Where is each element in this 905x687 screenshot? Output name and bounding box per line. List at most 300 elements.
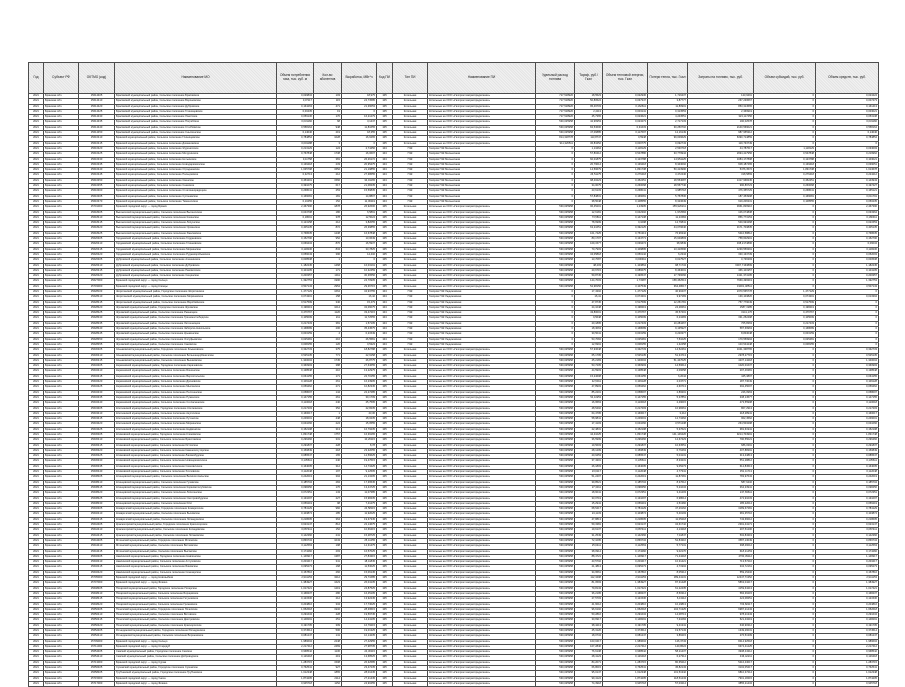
cell-v3: 30,1709 <box>342 395 377 400</box>
cell-oktmo: 15626410 <box>79 263 115 268</box>
table-row <box>29 406 879 411</box>
cell-v4: 530,025958 <box>536 586 575 591</box>
cell-v4: 530,025958 <box>536 417 575 422</box>
cell-v7: 3,97183 <box>648 295 688 300</box>
cell-org: Котельные на ООО «Газпром газораспределение» <box>428 242 536 247</box>
table-row <box>29 480 879 485</box>
cell-v3: 15,0555 <box>342 422 377 427</box>
table-row <box>29 237 879 242</box>
cell-year: 2021 <box>29 242 44 247</box>
cell-fo: Брянская обл. <box>44 602 79 607</box>
cell-v8: 338,2174896 <box>688 242 754 247</box>
cell-code: 105 <box>377 226 393 231</box>
cell-v5: 84,2071 <box>575 660 603 665</box>
table-row <box>29 321 879 326</box>
cell-fo: Брянская обл. <box>44 480 79 485</box>
cell-v3: 0 <box>342 109 377 114</box>
cell-v2: 218 <box>314 448 342 453</box>
cell-type: Котельная <box>393 258 428 263</box>
cell-v5: 65,1795 <box>575 353 603 358</box>
cell-v3: 16,67848 <box>342 231 377 236</box>
cell-v5: 57,93648 <box>575 348 603 353</box>
cell-v10: 0,112048 <box>816 470 879 475</box>
cell-oktmo: 15646410 <box>79 560 115 565</box>
cell-type: Котельная <box>393 650 428 655</box>
cell-v6: 0,103874 <box>603 512 648 517</box>
cell-v1: 0,025481 <box>277 337 314 342</box>
cell-v1: 0,191705 <box>277 623 314 628</box>
cell-v2: 171 <box>314 268 342 273</box>
cell-year: 2021 <box>29 671 44 676</box>
cell-type: Котельная <box>393 210 428 215</box>
cell-code: 105 <box>377 597 393 602</box>
cell-v7: 2,530718 <box>648 146 688 151</box>
cell-org: Котельные на ООО «Газпром газораспределение» <box>428 602 536 607</box>
cell-v1: 0,123158 <box>277 221 314 226</box>
cell-v10: 0,135611 <box>816 459 879 464</box>
cell-v3: 14,24105 <box>342 618 377 623</box>
cell-v5: 107,2846 <box>575 644 603 649</box>
cell-v3: 11,07385 <box>342 491 377 496</box>
cell-type: Котельная <box>393 676 428 681</box>
cell-v2: 2248 <box>314 639 342 644</box>
cell-type: ГЭК <box>393 178 428 183</box>
cell-v1: 0,031182 <box>277 120 314 125</box>
cell-fo: Брянская обл. <box>44 189 79 194</box>
cell-v6: 0,360993 <box>603 364 648 369</box>
cell-v1: 0,164005 <box>277 464 314 469</box>
cell-v5: 112,3408 <box>575 576 603 581</box>
cell-v6: 0,296466 <box>603 438 648 443</box>
cell-mo: Брянский муниципальный район, Сельское поселение Пальцовское <box>115 173 277 178</box>
cell-v7: 61,22435 <box>648 586 688 591</box>
cell-v5: 25,6411 <box>575 544 603 549</box>
cell-year: 2021 <box>29 99 44 104</box>
cell-v6: 0,31633 <box>603 125 648 130</box>
cell-org: Котельные на ООО «Газпром газораспределение» <box>428 427 536 432</box>
column-header-org: Наименование ПИ <box>428 63 536 94</box>
cell-v9: 0 <box>754 104 816 109</box>
cell-v8: 8,843048 <box>688 332 754 337</box>
cell-v8: 584,36215 <box>688 591 754 596</box>
cell-v9: 0 <box>754 94 816 99</box>
cell-org: Котельные на ООО «Газпром газораспределение» <box>428 395 536 400</box>
cell-v3: 13,44725 <box>342 485 377 490</box>
cell-v8: 276,51309 <box>688 634 754 639</box>
cell-v6: 0,217433 <box>603 321 648 326</box>
cell-code: 104 <box>377 189 393 194</box>
cell-fo: Брянская обл. <box>44 109 79 114</box>
cell-v6: 0,751313 <box>603 231 648 236</box>
cell-type: ГЭК <box>393 152 428 157</box>
cell-type: Котельная <box>393 560 428 565</box>
cell-year: 2021 <box>29 210 44 215</box>
cell-year: 2021 <box>29 390 44 395</box>
cell-mo: Трубчевский муниципальный район, Городское поселение Трубчевское <box>115 671 277 676</box>
cell-v6: 0,056219 <box>603 501 648 506</box>
cell-v10: 0,059462 <box>816 385 879 390</box>
cell-v6: 1,017421 <box>603 586 648 591</box>
cell-v4: 530,025958 <box>536 284 575 289</box>
cell-v2: 286 <box>314 591 342 596</box>
cell-v8: 8414,92518 <box>688 639 754 644</box>
cell-org: Котельные на ООО «Газпром газораспределение» <box>428 644 536 649</box>
cell-v9: 0 <box>754 237 816 242</box>
cell-v3: 28,39515 <box>342 607 377 612</box>
cell-v5: 22,4831 <box>575 427 603 432</box>
cell-mo: Навлинский муниципальный район, Сельское поселение Бяковское <box>115 565 277 570</box>
table-row <box>29 613 879 618</box>
cell-v1: 1,384927 <box>277 581 314 586</box>
cell-v3: 26,39855 <box>342 226 377 231</box>
cell-v8: 608,187465 <box>688 162 754 167</box>
cell-v9: 0 <box>754 666 816 671</box>
cell-type: Котельная <box>393 438 428 443</box>
cell-v7: 8,343092 <box>648 162 688 167</box>
cell-v8: 587,69963 <box>688 327 754 332</box>
table-row <box>29 279 879 284</box>
cell-v10: 0,064155 <box>816 374 879 379</box>
cell-v9: 0 <box>754 401 816 406</box>
cell-v10: 0,138548 <box>816 369 879 374</box>
cell-v10: 0,200357 <box>816 274 879 279</box>
cell-v8: 123,9491 <box>688 94 754 99</box>
column-header-v3: Выработка, МВт*ч <box>342 63 377 94</box>
cell-v2: 143 <box>314 491 342 496</box>
cell-v1: 0,152796 <box>277 237 314 242</box>
cell-v5: 34,05818 <box>575 252 603 257</box>
cell-org: Котельные на ООО «Газпром газораспределение» <box>428 676 536 681</box>
cell-v5: 63,21651 <box>575 226 603 231</box>
cell-v4: 530,025958 <box>536 628 575 633</box>
cell-code: 105 <box>377 348 393 353</box>
cell-code: 105 <box>377 666 393 671</box>
cell-v3: 7,41275 <box>342 501 377 506</box>
cell-code: 105 <box>377 607 393 612</box>
cell-v8: 179,559994 <box>688 337 754 342</box>
cell-v3: 22,8235 <box>342 406 377 411</box>
cell-mo: Брянский городской округ — город Фокино <box>115 681 277 686</box>
cell-mo: Клетнянский муниципальный район, Сельское поселение Лутенское <box>115 417 277 422</box>
cell-fo: Брянская обл. <box>44 385 79 390</box>
cell-v7: 155,926211 <box>648 205 688 210</box>
cell-org: Котельные на ООО «Газпром газораспределение» <box>428 358 536 363</box>
table-row <box>29 327 879 332</box>
cell-v3: 13,22975 <box>342 369 377 374</box>
cell-v10: 0,003021 <box>816 109 879 114</box>
cell-mo: Брянский муниципальный район, Сельское поселение Домашовское <box>115 141 277 146</box>
table-row <box>29 157 879 162</box>
cell-v1: 0,558164 <box>277 125 314 130</box>
cell-v6: 0,086675 <box>603 268 648 273</box>
cell-v7: 1,32458 <box>648 342 688 347</box>
cell-org: Газпром ГЭК Мельничная <box>428 199 536 204</box>
cell-v10: 0 <box>816 311 879 316</box>
cell-v5: 47,8813 <box>575 517 603 522</box>
table-row <box>29 634 879 639</box>
cell-v5: 36,83452 <box>575 141 603 146</box>
cell-code: 104 <box>377 337 393 342</box>
cell-v3: 9,12505 <box>342 470 377 475</box>
cell-v10: 0,768635 <box>816 231 879 236</box>
cell-org: Котельные на ООО «Газпром газораспределение» <box>428 634 536 639</box>
cell-v9: 0 <box>754 549 816 554</box>
cell-v1: 0,109128 <box>277 380 314 385</box>
cell-v9: 1,477129 <box>754 289 816 294</box>
cell-v4: 530,025958 <box>536 565 575 570</box>
cell-org: Газпром ГЭК Людиновская <box>428 295 536 300</box>
cell-v5: 34,0075 <box>575 184 603 189</box>
cell-v4: 530,025958 <box>536 274 575 279</box>
cell-v8: 5416,43017 <box>688 660 754 665</box>
cell-v9: 0 <box>754 369 816 374</box>
cell-v6: 2,217412 <box>603 644 648 649</box>
cell-oktmo: 15616420 <box>79 146 115 151</box>
cell-code: 104 <box>377 305 393 310</box>
cell-v6: 0,945718 <box>603 681 648 686</box>
cell-v3: 27,84315 <box>342 554 377 559</box>
cell-v4: 530,025958 <box>536 549 575 554</box>
cell-mo: Брасовский муниципальный район, Сельское поселение Брасовское <box>115 94 277 99</box>
cell-code: 105 <box>377 581 393 586</box>
table-row <box>29 215 879 220</box>
cell-v9: 0 <box>754 252 816 257</box>
cell-v8: 7901,18415 <box>688 676 754 681</box>
cell-v10: 0,086547 <box>816 454 879 459</box>
cell-v4: 530,025958 <box>536 438 575 443</box>
cell-v5: 53,7205 <box>575 364 603 369</box>
table-row <box>29 189 879 194</box>
cell-v1: 2,941153 <box>277 576 314 581</box>
cell-v6: 0,142366 <box>603 533 648 538</box>
cell-v1: 0,008538 <box>277 258 314 263</box>
cell-v1: 0,174282 <box>277 549 314 554</box>
cell-v5: 27,5703 <box>575 597 603 602</box>
cell-v7: 58,21437 <box>648 650 688 655</box>
cell-v7: 3,86215 <box>648 634 688 639</box>
cell-v9: 0 <box>754 109 816 114</box>
cell-mo: Брянский муниципальный район, Сельское поселение Отрадненское <box>115 168 277 173</box>
cell-v3: 28,01245 <box>342 671 377 676</box>
cell-v5: 96,45201 <box>575 205 603 210</box>
cell-year: 2021 <box>29 353 44 358</box>
cell-mo: Брянский муниципальный район, Сельское поселение Новодарковичское <box>115 162 277 167</box>
cell-v9: 0 <box>754 427 816 432</box>
cell-code: 105 <box>377 131 393 136</box>
cell-v5: 52,98156 <box>575 284 603 289</box>
cell-fo: Брянская обл. <box>44 321 79 326</box>
cell-type: Котельная <box>393 406 428 411</box>
cell-v4: 530,025958 <box>536 390 575 395</box>
cell-year: 2021 <box>29 332 44 337</box>
cell-v7: 7,11847 <box>648 533 688 538</box>
cell-oktmo: 15650415 <box>79 618 115 623</box>
cell-oktmo: 15632430 <box>79 390 115 395</box>
table-row <box>29 544 879 549</box>
cell-org: Котельные на ООО «Газпром газораспределение» <box>428 94 536 99</box>
cell-v7: 14,951125 <box>648 157 688 162</box>
cell-v3: 24,58115 <box>342 507 377 512</box>
cell-oktmo: 15634405 <box>79 406 115 411</box>
column-header-v2: Кол-во абонентов <box>314 63 342 94</box>
cell-org: Котельные на ООО «Газпром газораспределение» <box>428 570 536 575</box>
cell-v10: 0,142366 <box>816 533 879 538</box>
table-row <box>29 395 879 400</box>
cell-org: Котельные на ООО «Газпром газораспределение» <box>428 554 536 559</box>
cell-v9: 0 <box>754 433 816 438</box>
cell-type: Котельная <box>393 507 428 512</box>
cell-mo: Злынковский муниципальный район, Сельское поселение Вышковское <box>115 358 277 363</box>
cell-v7: 0,220377 <box>648 332 688 337</box>
cell-v7: 30,250702 <box>648 125 688 130</box>
cell-v2: 1011 <box>314 274 342 279</box>
cell-year: 2021 <box>29 470 44 475</box>
cell-v10: 0,013394 <box>816 295 879 300</box>
cell-v3: 16,57025 <box>342 549 377 554</box>
cell-v3: 15,28725 <box>342 533 377 538</box>
cell-v8: 226,0963 <box>688 390 754 395</box>
cell-v4: 530,025958 <box>536 496 575 501</box>
cell-v10: 0,103021 <box>816 157 879 162</box>
cell-v8: 3587,13049 <box>688 538 754 543</box>
cell-v7: 12,16149 <box>648 131 688 136</box>
cell-v10: 0,242019 <box>816 475 879 480</box>
cell-mo: Карачевский муниципальный район, Сельское поселение Песоченское <box>115 390 277 395</box>
cell-fo: Брянская обл. <box>44 146 79 151</box>
cell-v7: 76,96342 <box>648 231 688 236</box>
cell-oktmo: 15636420 <box>79 448 115 453</box>
cell-org: Газпром ГЭК Мельничная <box>428 157 536 162</box>
cell-v8: 407,88391 <box>688 448 754 453</box>
cell-v4: 0 <box>536 146 575 151</box>
table-row <box>29 263 879 268</box>
cell-org: Котельные на ООО «Газпром газораспределение» <box>428 99 536 104</box>
cell-v6: 0,117697 <box>603 131 648 136</box>
cell-v5: 54,11953 <box>575 395 603 400</box>
cell-fo: Брянская обл. <box>44 485 79 490</box>
cell-v1: 1,874205 <box>277 676 314 681</box>
cell-v1: 0,126418 <box>277 655 314 660</box>
cell-oktmo: 15652410 <box>79 634 115 639</box>
cell-v4: 530,025958 <box>536 597 575 602</box>
cell-org: Котельные на ООО «Газпром газораспределение» <box>428 523 536 528</box>
cell-fo: Брянская обл. <box>44 274 79 279</box>
cell-v1: 0,110018 <box>277 401 314 406</box>
cell-mo: Жуковский муниципальный район, Сельское поселение Летошницкое <box>115 321 277 326</box>
cell-org: Котельные на ООО «Газпром газораспределение» <box>428 623 536 628</box>
table-row <box>29 443 879 448</box>
cell-org: Котельные на ООО «Газпром газораспределение» <box>428 433 536 438</box>
cell-oktmo: 15648405 <box>79 586 115 591</box>
cell-type: Котельная <box>393 538 428 543</box>
cell-oktmo: 15638415 <box>79 485 115 490</box>
cell-v2: 212 <box>314 597 342 602</box>
cell-fo: Брянская обл. <box>44 660 79 665</box>
cell-v7: 4,09658 <box>648 369 688 374</box>
cell-mo: Мглинский муниципальный район, Городское поселение Мглинское <box>115 538 277 543</box>
cell-fo: Брянская обл. <box>44 332 79 337</box>
cell-v8: 4159,64213 <box>688 586 754 591</box>
cell-v4: 530,025958 <box>536 252 575 257</box>
cell-v7: 104,71325 <box>648 607 688 612</box>
table-row <box>29 501 879 506</box>
cell-v7: 15,640803 <box>648 237 688 242</box>
cell-type: Котельная <box>393 576 428 581</box>
cell-v7: 11,80901 <box>648 104 688 109</box>
cell-year: 2021 <box>29 533 44 538</box>
cell-v9: 0,123788 <box>754 157 816 162</box>
cell-type: Котельная <box>393 284 428 289</box>
cell-type: Котельная <box>393 671 428 676</box>
cell-fo: Брянская обл. <box>44 327 79 332</box>
cell-fo: Брянская обл. <box>44 639 79 644</box>
cell-fo: Брянская обл. <box>44 300 79 305</box>
cell-v1: 1,392753 <box>277 279 314 284</box>
cell-v4: 0 <box>536 321 575 326</box>
cell-v10: 0,224212 <box>816 173 879 178</box>
cell-oktmo: 15616465 <box>79 194 115 199</box>
cell-v2: 448 <box>314 417 342 422</box>
cell-v5: 98,40223 <box>575 178 603 183</box>
cell-year: 2021 <box>29 189 44 194</box>
cell-org: Котельные на ООО «Газпром газораспределение» <box>428 538 536 543</box>
cell-type: Котельная <box>393 655 428 660</box>
cell-v5: 43,5702 <box>575 560 603 565</box>
cell-v7: 6,98014 <box>648 496 688 501</box>
cell-org: Котельные на ООО «Газпром газораспределение» <box>428 528 536 533</box>
cell-v1: 0,945718 <box>277 681 314 686</box>
cell-v9: 0 <box>754 607 816 612</box>
column-header-oktmo: ОКТМО (код) <box>79 63 115 94</box>
cell-v5: 64,4795 <box>575 411 603 416</box>
table-row <box>29 226 879 231</box>
cell-v8: 187,73049 <box>688 380 754 385</box>
cell-oktmo: 15717000 <box>79 681 115 686</box>
cell-fo: Брянская обл. <box>44 623 79 628</box>
cell-mo: Климовский муниципальный район, Сельское поселение Каменскохуторское <box>115 448 277 453</box>
cell-v8: 902,4562 <box>688 417 754 422</box>
cell-oktmo: 15632415 <box>79 374 115 379</box>
cell-v9: 0 <box>754 247 816 252</box>
cell-type: Котельная <box>393 401 428 406</box>
cell-v2: 186 <box>314 210 342 215</box>
cell-v4: 717,518926 <box>536 115 575 120</box>
cell-org: Котельные на ООО «Газпром газораспределение» <box>428 353 536 358</box>
cell-v9: 0 <box>754 231 816 236</box>
cell-code: 105 <box>377 422 393 427</box>
cell-v6: 0,968542 <box>603 650 648 655</box>
cell-v5: 18,6041 <box>575 491 603 496</box>
cell-fo: Брянская обл. <box>44 666 79 671</box>
cell-v4: 0 <box>536 316 575 321</box>
cell-code: 104 <box>377 321 393 326</box>
cell-v9: 0 <box>754 565 816 570</box>
cell-v10: 0 <box>816 342 879 347</box>
cell-v7: 5,77131 <box>648 544 688 549</box>
cell-v8: 185,22014 <box>688 501 754 506</box>
cell-code: 105 <box>377 221 393 226</box>
cell-mo: Навлинский муниципальный район, Сельское поселение Синезерское <box>115 570 277 575</box>
cell-type: Котельная <box>393 215 428 220</box>
table-row <box>29 242 879 247</box>
cell-v2: 1126 <box>314 311 342 316</box>
cell-org: Котельные на ООО «Газпром газораспределение» <box>428 417 536 422</box>
cell-code: 105 <box>377 385 393 390</box>
cell-oktmo: 15614450 <box>79 131 115 136</box>
cell-v1: 0,029834 <box>277 94 314 99</box>
cell-oktmo: 15634410 <box>79 411 115 416</box>
cell-code: 105 <box>377 459 393 464</box>
